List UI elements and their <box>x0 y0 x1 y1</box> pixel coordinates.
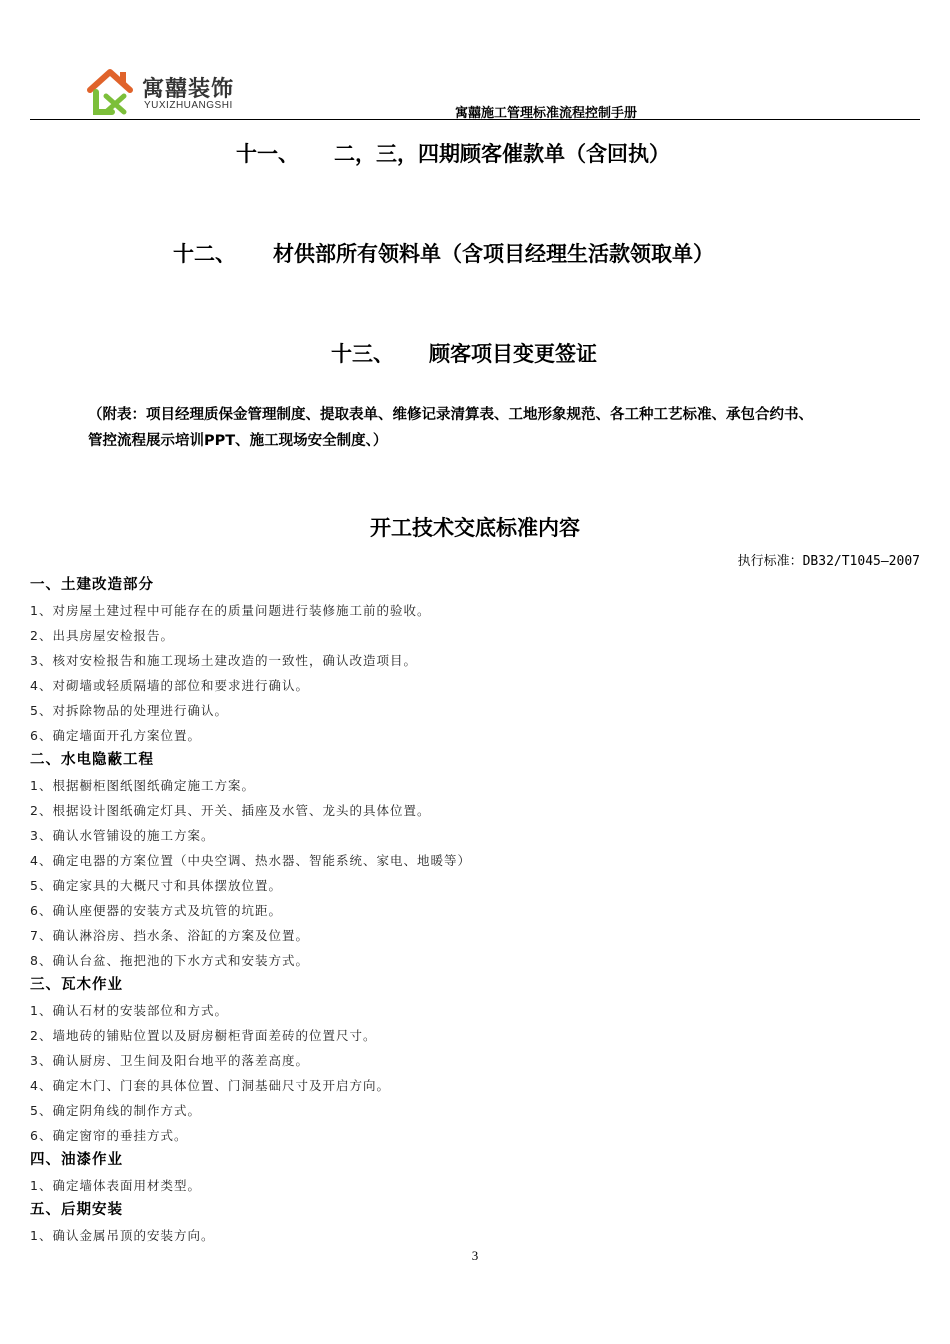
list-item: 5、对拆除物品的处理进行确认。 <box>30 703 228 718</box>
list-item: 2、根据设计图纸确定灯具、开关、插座及水管、龙头的具体位置。 <box>30 803 431 818</box>
list-item: 5、确定家具的大概尺寸和具体摆放位置。 <box>30 878 282 893</box>
list-item: 2、墙地砖的铺贴位置以及厨房橱柜背面差砖的位置尺寸。 <box>30 1028 377 1043</box>
heading-number: 十三、 <box>331 342 394 366</box>
heading-12 <box>173 238 714 268</box>
list-item: 4、对砌墙或轻质隔墙的部位和要求进行确认。 <box>30 678 309 693</box>
list-item: 1、对房屋土建过程中可能存在的质量问题进行装修施工前的验收。 <box>30 603 431 618</box>
list-item: 3、确认厨房、卫生间及阳台地平的落差高度。 <box>30 1053 309 1068</box>
appendix-line: （附表：项目经理质保金管理制度、提取表单、维修记录清算表、工地形象规范、各工种工艺标准、承包合约书、 <box>88 407 813 423</box>
page-number: 3 <box>471 1248 479 1263</box>
header-divider <box>30 119 920 120</box>
section-title: 二、水电隐蔽工程 <box>30 752 154 768</box>
list-item: 7、确认淋浴房、挡水条、浴缸的方案及位置。 <box>30 928 309 943</box>
list-item: 2、出具房屋安检报告。 <box>30 628 174 643</box>
section-title: 四、油漆作业 <box>30 1152 123 1168</box>
main-title: 开工技术交底标准内容 <box>370 516 580 540</box>
document-header-title: 寓囍施工管理标准流程控制手册 <box>455 106 638 121</box>
section-title: 一、土建改造部分 <box>30 577 154 593</box>
list-item: 1、确认金属吊顶的安装方向。 <box>30 1228 215 1243</box>
heading-13 <box>331 338 597 368</box>
heading-number: 十一、 <box>236 142 299 166</box>
list-item: 1、根据橱柜图纸图纸确定施工方案。 <box>30 778 255 793</box>
list-item: 6、确定墙面开孔方案位置。 <box>30 728 201 743</box>
heading-number: 十二、 <box>173 242 236 266</box>
execution-standard: 执行标准：DB32/T1045—2007 <box>737 554 920 569</box>
heading-text: 材供部所有领料单（含项目经理生活款领取单） <box>273 242 714 266</box>
section-title: 五、后期安装 <box>30 1202 123 1218</box>
appendix-note <box>88 402 813 454</box>
list-item: 5、确定阴角线的制作方式。 <box>30 1103 201 1118</box>
list-item: 6、确认座便器的安装方式及坑管的坑距。 <box>30 903 282 918</box>
list-item: 4、确定电器的方案位置（中央空调、热水器、智能系统、家电、地暖等） <box>30 853 471 868</box>
list-item: 3、确认水管铺设的施工方案。 <box>30 828 215 843</box>
list-item: 1、确认石材的安装部位和方式。 <box>30 1003 228 1018</box>
heading-text: 顾客项目变更签证 <box>429 342 597 366</box>
list-item: 1、确定墙体表面用材类型。 <box>30 1178 201 1193</box>
section-title: 三、瓦木作业 <box>30 977 123 993</box>
list-item: 3、核对安检报告和施工现场土建改造的一致性，确认改造项目。 <box>30 653 417 668</box>
logo-subtext: YUXIZHUANGSHI <box>144 100 233 111</box>
sections-list <box>30 573 910 1248</box>
list-item: 8、确认台盆、拖把池的下水方式和安装方式。 <box>30 953 309 968</box>
logo-wordmark: 寓囍装饰 <box>142 77 235 102</box>
list-item: 6、确定窗帘的垂挂方式。 <box>30 1128 188 1143</box>
list-item: 4、确定木门、门套的具体位置、门洞基础尺寸及开启方向。 <box>30 1078 390 1093</box>
appendix-line: 管控流程展示培训PPT、施工现场安全制度、） <box>88 433 388 449</box>
heading-text: 二，三，四期顾客催款单（含回执） <box>334 142 670 166</box>
heading-11 <box>236 138 670 168</box>
